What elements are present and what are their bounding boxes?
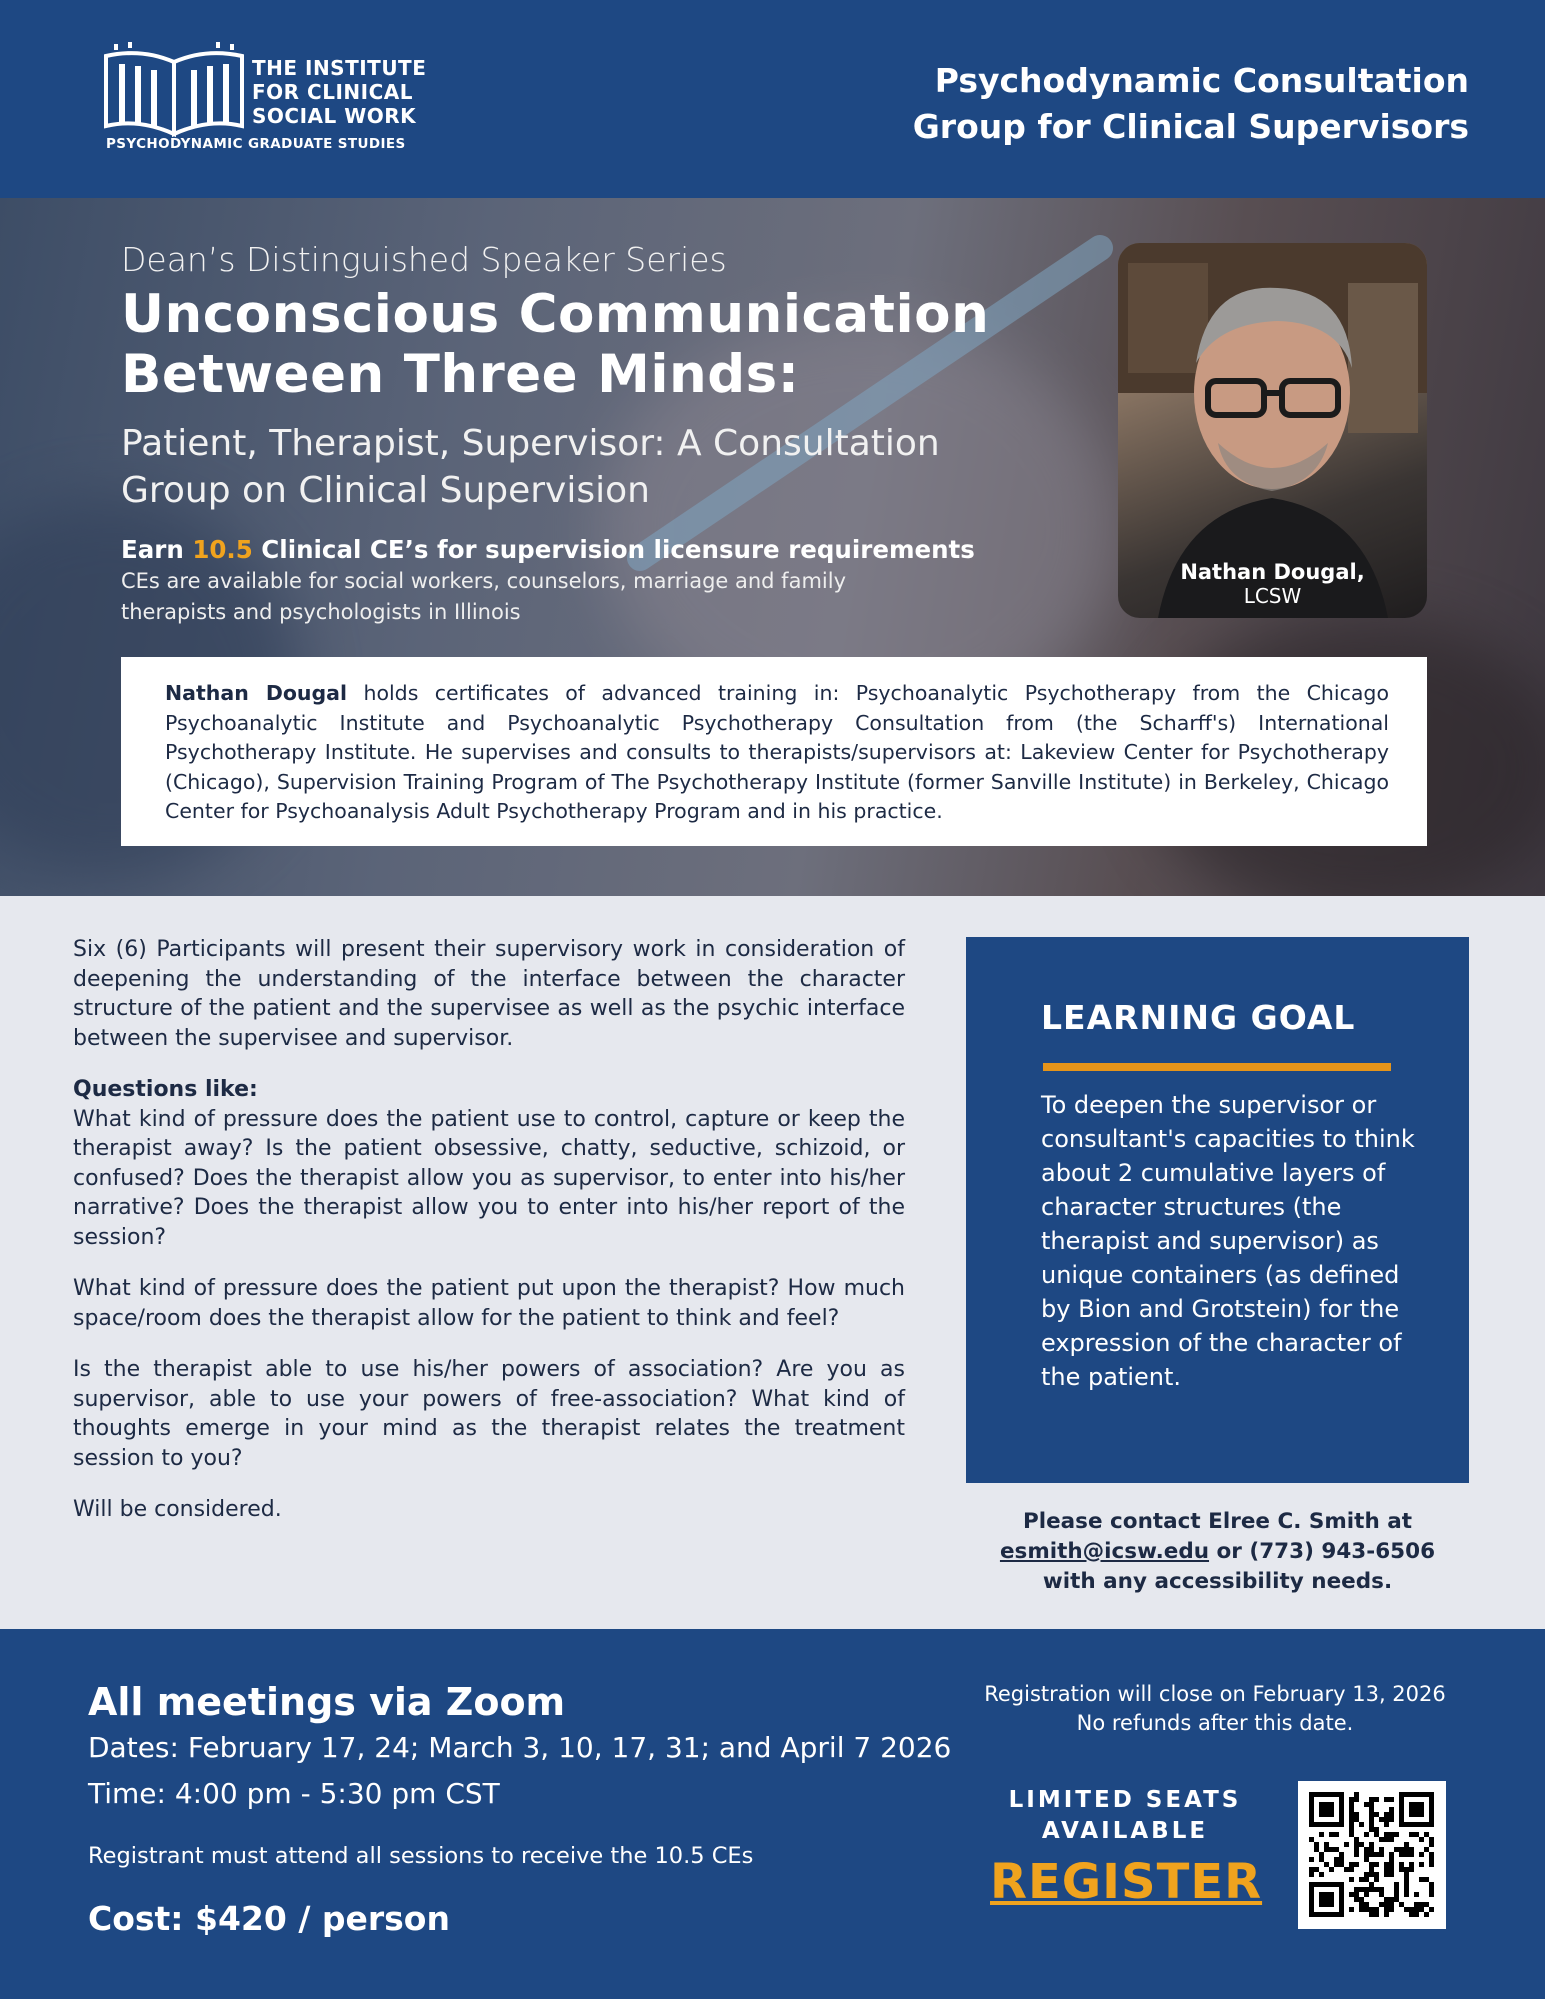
accessibility-contact: [966, 1507, 1469, 1597]
cost-label: Cost: $420 / person: [88, 1899, 450, 1938]
reg-close-line2: No refunds after this date.: [1076, 1711, 1354, 1735]
ce-note-line2: therapists and psychologists in Illinois: [121, 600, 521, 624]
speaker-name: Nathan Dougal,: [1180, 560, 1365, 584]
ce-availability-note: [121, 566, 921, 628]
meeting-dates: Dates: February 17, 24; March 3, 10, 17, 31; and April 7 2026: [88, 1731, 952, 1764]
closing-line: Will be considered.: [73, 1497, 282, 1522]
contact-line3: with any accessibility needs.: [1042, 1569, 1393, 1594]
program-title: [769, 58, 1469, 150]
event-subtitle: [121, 420, 1021, 514]
meeting-time: Time: 4:00 pm - 5:30 pm CST: [88, 1777, 500, 1810]
bio-name: Nathan Dougal: [165, 681, 348, 705]
event-subtitle-line1: Patient, Therapist, Supervisor: A Consultation: [121, 423, 940, 464]
attendance-requirement: Registrant must attend all sessions to receive the 10.5 CEs: [88, 1843, 754, 1869]
org-name-line2: FOR CLINICAL: [252, 80, 413, 104]
org-name: [252, 56, 426, 128]
ce-value: 10.5: [192, 535, 253, 564]
bio-text: holds certificates of advanced training in: Psychoanalytic Psychotherapy from the Chicago Psychoanalytic Institute and Psychoanalytic Psychotherapy Consultation from (the Scharff's) International Psychotherapy Institute. He supervises and consults to therapists/supervisors at: Lakeview Center for Psychotherapy (Chicago), Supervision Training Program of The Psychotherapy Institute (former Sanville Institute) in Berkeley, Chicago Center for Psychoanalysis Adult Psychotherapy Program and in his practice.: [165, 681, 1389, 823]
org-tagline: PSYCHODYNAMIC GRADUATE STUDIES: [106, 136, 406, 152]
registration-deadline: [960, 1680, 1470, 1738]
ce-earn-suffix: Clinical CE’s for supervision licensure requirements: [252, 535, 975, 564]
org-name-line3: SOCIAL WORK: [252, 104, 417, 128]
speaker-series-label: Dean’s Distinguished Speaker Series: [121, 240, 727, 279]
registration-qr-code[interactable]: [1298, 1781, 1446, 1929]
program-title-line1: Psychodynamic Consultation: [934, 61, 1469, 100]
contact-phone: or (773) 943-6506: [1209, 1539, 1436, 1564]
event-title-line2: Between Three Minds:: [121, 344, 800, 405]
limited-seats-label: [990, 1785, 1260, 1847]
question-3: Is the therapist able to use his/her powers of association? Are you as supervisor, able to use your powers of free-association? What kind of thoughts emerge in your mind as the therapist relates the treatment session to you?: [73, 1357, 905, 1471]
zoom-heading: All meetings via Zoom: [88, 1680, 566, 1724]
limited-line2: AVAILABLE: [1041, 1818, 1209, 1844]
event-title: [121, 285, 1021, 405]
speaker-bio: [165, 679, 1389, 827]
ce-earn-line: [121, 535, 975, 564]
question-2: What kind of pressure does the patient put upon the therapist? How much space/room does the therapist allow for the patient to think and feel?: [73, 1276, 905, 1331]
event-title-line1: Unconscious Communication: [121, 284, 990, 345]
ce-note-line1: CEs are available for social workers, counselors, marriage and family: [121, 569, 846, 593]
limited-line1: LIMITED SEATS: [1008, 1787, 1242, 1813]
description-column: [73, 935, 905, 1547]
learning-goal-title: LEARNING GOAL: [1041, 998, 1356, 1037]
ce-earn-prefix: Earn: [121, 535, 193, 564]
contact-line1: Please contact Elree C. Smith at: [1022, 1509, 1413, 1534]
intro-paragraph: Six (6) Participants will present their supervisory work in consideration of deepening the understanding of the interface between the character structure of the patient and the supervisee as well as the psychic interface between the supervisee and supervisor.: [73, 937, 905, 1051]
questions-paragraph: [73, 1075, 905, 1252]
org-name-line1: THE INSTITUTE: [252, 56, 427, 80]
reg-close-line1: Registration will close on February 13, 2026: [984, 1682, 1446, 1706]
learning-goal-text: To deepen the supervisor or consultant's capacities to think about 2 cumulative layers of character structures (the therapist and supervisor) as unique containers (as defined by Bion and Grotstein) for the expression of the character of the patient.: [1041, 1091, 1415, 1391]
event-subtitle-line2: Group on Clinical Supervision: [121, 470, 650, 511]
speaker-caption: [1118, 560, 1427, 608]
contact-email-link[interactable]: esmith@icsw.edu: [999, 1539, 1210, 1564]
pen-icon: [560, 228, 1120, 588]
program-title-line2: Group for Clinical Supervisors: [912, 107, 1469, 146]
speaker-credential: LCSW: [1243, 584, 1302, 608]
questions-heading: Questions like:: [73, 1077, 258, 1102]
qr-code-icon: [1298, 1781, 1446, 1929]
register-link[interactable]: REGISTER: [990, 1854, 1263, 1910]
question-1: What kind of pressure does the patient use to control, capture or keep the therapist away? Is the patient obsessive, chatty, seductive, schizoid, or confused? Does the therapist allow you as supervisor, to enter into his/her narrative? Does the therapist allow you to enter into his/her report of the session?: [73, 1106, 905, 1250]
learning-goal-divider: [1043, 1063, 1391, 1071]
